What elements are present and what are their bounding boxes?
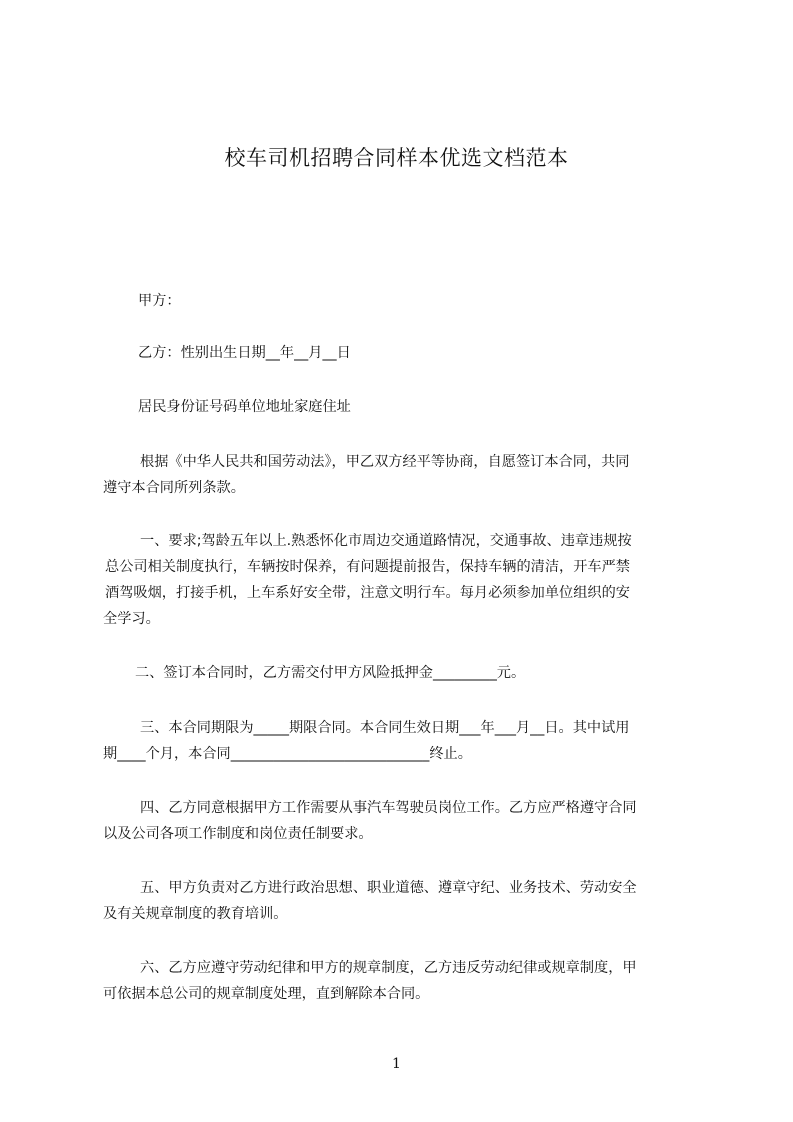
clause-6-line-2: 可依据本总公司的规章制度处理，直到解除本合同。 [103,986,430,1002]
clause-1-paragraph [103,528,701,632]
clause-1-line-4: 全学习。 [103,611,160,627]
party-b-line: 乙方：性别出生日期__年__月__日 [138,345,351,361]
clause-1-line-2: 总公司相关制度执行，车辆按时保养，有问题提前报告，保持车辆的清洁，开车严禁 [105,559,630,575]
intro-paragraph [103,449,701,501]
intro-line-1: 根据《中华人民共和国劳动法》，甲乙双方经平等协商，自愿签订本合同，共同 [140,454,630,470]
clause-4-line-1: 四、乙方同意根据甲方工作需要从事汽车驾驶员岗位工作。乙方应严格遵守合同 [140,800,637,816]
id-address-line: 居民身份证号码单位地址家庭住址 [138,399,351,415]
party-a-line: 甲方： [138,293,181,309]
page-number: 1 [392,1056,401,1072]
clause-4-paragraph [103,795,701,847]
clause-4-line-2: 以及公司各项工作制度和岗位责任制要求。 [103,826,373,842]
clause-1-line-3: 酒驾吸烟，打接手机，上车系好安全带，注意文明行车。每月必须参加单位组织的安 [105,585,630,601]
clause-1-line-1: 一、要求;驾龄五年以上.熟悉怀化市周边交通道路情况，交通事故、违章违规按 [140,533,632,549]
clause-3-line-2: 期____个月，本合同____________________________终止。 [103,746,472,762]
clause-6-paragraph [103,955,701,1007]
clause-6-line-1: 六、乙方应遵守劳动纪律和甲方的规章制度，乙方违反劳动纪律或规章制度，甲 [140,960,637,976]
clause-2-line: 二、签订本合同时，乙方需交付甲方风险抵押金_________元。 [135,665,526,681]
clause-3-line-1: 三、本合同期限为_____期限合同。本合同生效日期___年___月__日。其中试用 [140,720,630,736]
intro-line-2: 遵守本合同所列条款。 [103,480,245,496]
clause-5-line-2: 及有关规章制度的教育培训。 [103,906,288,922]
document-title: 校车司机招聘合同样本优选文档范本 [224,146,569,170]
clause-5-paragraph [103,875,701,927]
clause-5-line-1: 五、甲方负责对乙方进行政治思想、职业道德、遵章守纪、业务技术、劳动安全 [140,880,637,896]
clause-3-paragraph [103,715,701,767]
